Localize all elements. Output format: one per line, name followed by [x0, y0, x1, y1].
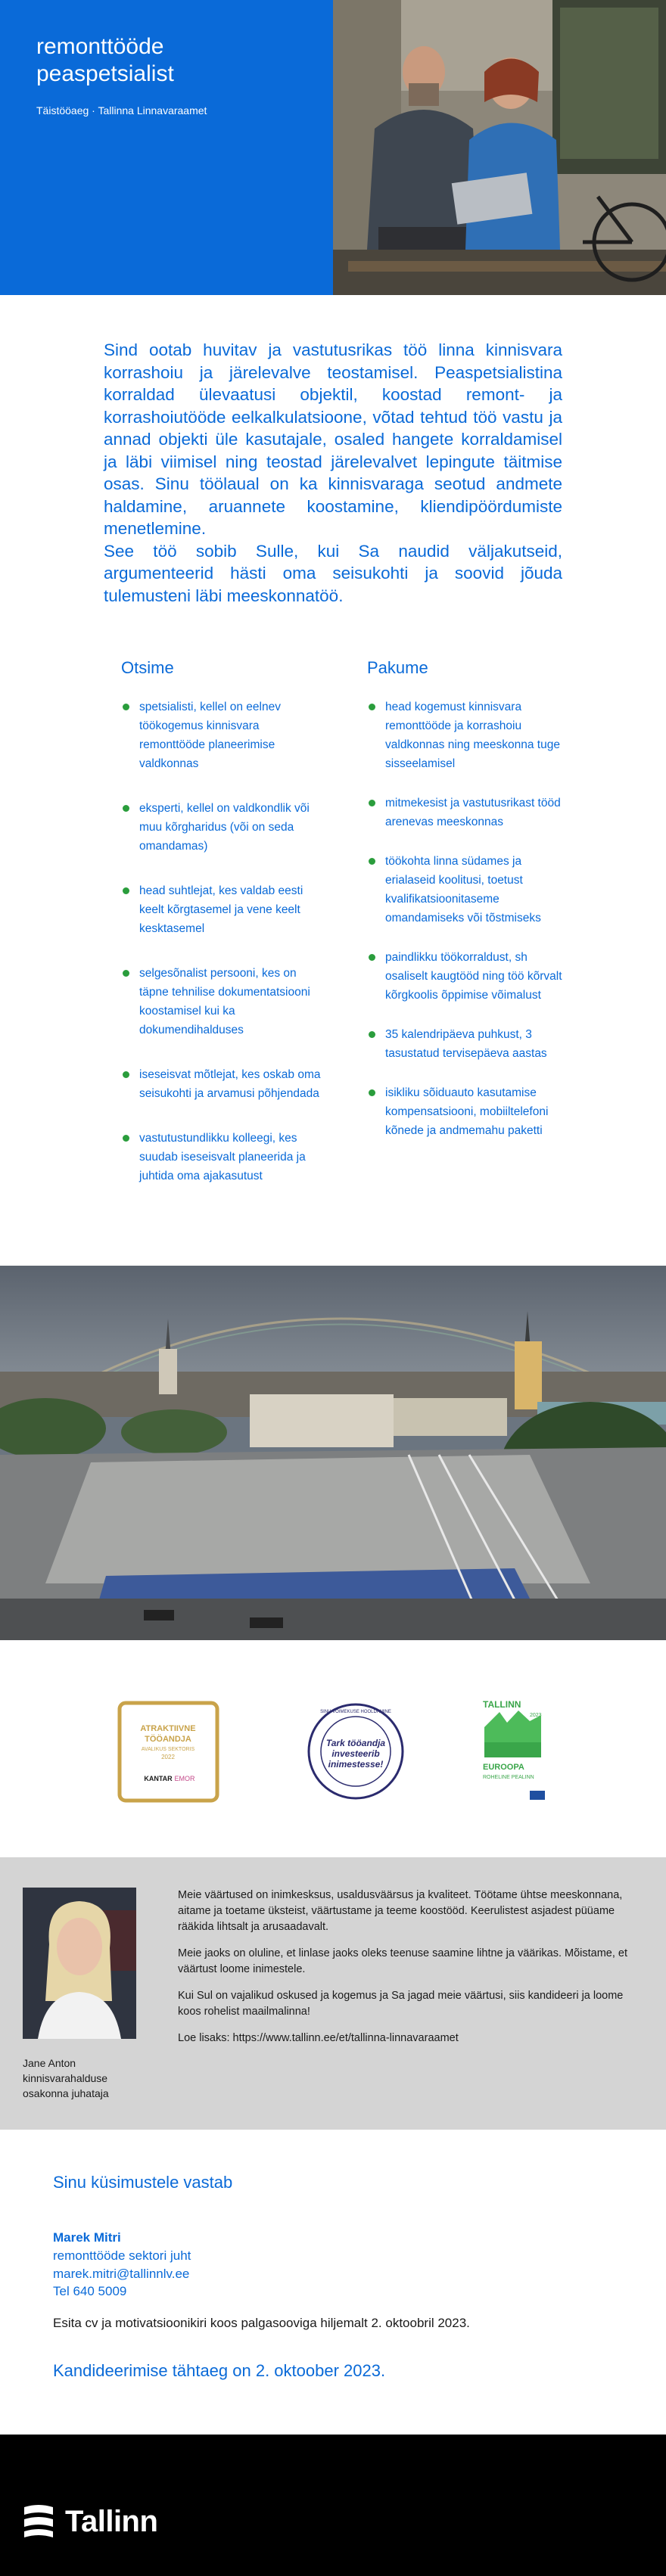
employer-badges [0, 1686, 666, 1807]
bullet-dot-icon [369, 858, 375, 865]
list-item [121, 1129, 322, 1185]
seek-heading: Otsime [121, 658, 174, 677]
contact-phone[interactable]: Tel 640 5009 [53, 2284, 127, 2298]
hero-photo-illustration [333, 0, 666, 295]
values-text [178, 1888, 643, 2057]
list-item-text: 35 kalendripäeva puhkust, 3 tasustatud tervisepäeva aastas [385, 1028, 547, 1060]
intro-paragraph: See töö sobib Sulle, kui Sa naudid väljakutseid, argumenteerid hästi oma seisukohti ja soovid jõuda tulemusteni läbi meeskonnatöö. [104, 541, 562, 605]
bullet-dot-icon [123, 704, 129, 710]
bullet-dot-icon [369, 1031, 375, 1038]
bullet-dot-icon [369, 954, 375, 961]
logo-wordmark: Tallinn [65, 2504, 158, 2538]
badge-text: 2023 [530, 1713, 542, 1718]
list-item-text: head suhtlejat, kes valdab eesti keelt kõrgtasemel ja vene keelt kesktasemel [139, 884, 303, 935]
person-name: Jane Anton [23, 2057, 76, 2069]
bullet-dot-icon [123, 887, 129, 894]
job-title: remonttööde peaspetsialist [36, 34, 174, 86]
intro-text [104, 339, 562, 607]
list-item [367, 794, 568, 831]
badge-text: Tark tööandja [325, 1738, 386, 1748]
bullet-dot-icon [369, 800, 375, 806]
hero-photo [333, 0, 666, 295]
bullet-dot-icon [123, 1135, 129, 1142]
smart-employer-badge [307, 1702, 405, 1801]
badge-text: ROHELINE PEALINN [483, 1775, 534, 1780]
list-item-text: eksperti, kellel on valdkondlik või muu kõrgharidus (või on seda omandamas) [139, 802, 310, 853]
values-paragraph: Meie jaoks on oluline, et linlase jaoks oleks teenuse saamine lihtne ja väärikas. Mõistame, et väärtust loome inimestele. [178, 1947, 628, 1975]
bullet-dot-icon [123, 1071, 129, 1078]
list-item-text: head kogemust kinnisvara remonttööde ja korrashoiu valdkonnas ning meeskonna tuge sisseelamisel [385, 701, 560, 770]
list-item [367, 698, 568, 773]
badge-text: inimestesse! [328, 1759, 384, 1770]
list-item-text: spetsialisti, kellel on eelnev töökogemus kinnisvara remonttööde planeerimise valdkonnas [139, 701, 281, 770]
city-square-illustration [0, 1266, 666, 1640]
badge-ring-text: SINU VÕIMEKUSE HOOLDAMINE [320, 1710, 391, 1714]
badge-text: investeerib [331, 1748, 380, 1759]
bullet-dot-icon [123, 805, 129, 812]
bullet-dot-icon [369, 704, 375, 710]
badge-text: TÖÖANDJA [145, 1735, 191, 1744]
city-photo [0, 1266, 666, 1640]
offer-list [367, 698, 568, 1140]
hero [0, 0, 666, 295]
tallinn-logo[interactable] [23, 2504, 157, 2539]
badge-text: KANTAR [144, 1775, 173, 1782]
seek-list [121, 698, 322, 1185]
green-capital-badge [477, 1697, 556, 1807]
badge-text: ATRAKTIIVNE [140, 1724, 196, 1733]
person-role: osakonna juhataja [23, 2087, 109, 2099]
application-deadline: Kandideerimise tähtaeg on 2. oktoober 2023. [53, 2360, 386, 2380]
tallinn-shield-icon [23, 2504, 54, 2539]
list-item [121, 881, 322, 938]
list-item-text: iseseisvat mõtlejat, kes oskab oma seisukohti ja arvamusi põhjendada [139, 1068, 321, 1100]
seek-column [121, 658, 322, 1211]
values-paragraph: Meie väärtused on inimkesksus, usaldusväärsus ja kvaliteet. Töötame ühtse meeskonnana, aitame ja toetame üksteist, väärtustame ja teeme koostööd. Keerulistest asjadest püüame rääkida lihtsalt ja arusaadavalt. [178, 1889, 623, 1933]
list-item-text: töökohta linna südames ja erialaseid koolitusi, toetust kvalifikatsioonitaseme omandamiseks või tõstmiseks [385, 855, 541, 924]
list-item [121, 799, 322, 856]
requirements-offer [121, 658, 568, 1211]
list-item-text: isikliku sõiduauto kasutamise kompensatsiooni, mobiiltelefoni kõnede ja andmemahu paketti [385, 1086, 549, 1137]
contact-heading: Sinu küsimustele vastab [53, 2173, 233, 2192]
portrait-caption [23, 2056, 109, 2101]
values-paragraph: Kui Sul on vajalikud oskused ja kogemus ja Sa jagad meie väärtusi, siis kandideeri ja loome koos rohelist maailmalinna! [178, 1990, 624, 2018]
contact-role: remonttööde sektori juht [53, 2248, 191, 2263]
list-item [121, 964, 322, 1039]
bullet-dot-icon [369, 1089, 375, 1096]
contact-email-link[interactable]: marek.mitri@tallinnlv.ee [53, 2266, 190, 2281]
offer-heading: Pakume [367, 658, 428, 677]
list-item-text: mitmekesist ja vastutusrikast tööd arenevas meeskonnas [385, 797, 561, 828]
read-more-link[interactable]: Loe lisaks: https://www.tallinn.ee/et/tallinna-linnavaraamet [178, 2032, 459, 2044]
footer [0, 2435, 666, 2576]
attractive-employer-badge [117, 1701, 219, 1803]
badge-text: EUROOPA [483, 1763, 524, 1772]
values-section [0, 1857, 666, 2130]
contact-section [53, 2173, 628, 2381]
badge-text: AVALIKUS SEKTORIS [141, 1747, 195, 1752]
list-item [367, 1083, 568, 1140]
list-item [367, 852, 568, 928]
list-item-text: vastutustundlikku kolleegi, kes suudab iseseisvalt planeerida ja juhtida oma ajakasutust [139, 1132, 306, 1182]
list-item-text: paindlikku töökorraldust, sh osaliselt kaugtööd ning töö kõrvalt kõrgkoolis õppimise võimalust [385, 951, 562, 1002]
list-item [367, 948, 568, 1005]
list-item [121, 1065, 322, 1103]
person-role: kinnisvarahalduse [23, 2072, 108, 2084]
list-item-text: selgesõnalist persooni, kes on täpne tehnilise dokumentatsiooni koostamisel kui ka dokumendihalduses [139, 967, 310, 1036]
badge-text: TALLINN [483, 1699, 521, 1710]
bullet-dot-icon [123, 970, 129, 977]
intro-paragraph: Sind ootab huvitav ja vastutusrikas töö linna kinnisvara korrashoiu ja järelevalve teostamisel. Peaspetsialistina korraldad ülevaatusi objektil, koostad remont- ja korrashoiutööde eelkalkulatsioone, võtad tehtud töö vastu ja annad objekti üle kasutajale, osaled hangete korraldamisel ja läbi viimisel ning teostad järelevalvet lepingute täitmise osas. Sinu töölaual on ka kinnisvaraga seotud andmete haldamine, aruannete koostamine, kliendipöördumiste menetlemine. [104, 340, 562, 538]
list-item [367, 1025, 568, 1063]
application-instructions: Esita cv ja motivatsioonikiri koos palgasooviga hiljemalt 2. oktoobril 2023. [53, 2315, 470, 2330]
job-subtitle: Täistööaeg · Tallinna Linnavaraamet [36, 104, 207, 117]
portrait-illustration [23, 1888, 136, 2039]
badge-text: 2022 [161, 1754, 175, 1760]
list-item [121, 698, 322, 773]
portrait-photo [23, 1888, 136, 2039]
offer-column [367, 658, 568, 1211]
hero-panel [0, 0, 333, 295]
badge-text: EMOR [174, 1775, 195, 1782]
contact-name: Marek Mitri [53, 2230, 121, 2245]
